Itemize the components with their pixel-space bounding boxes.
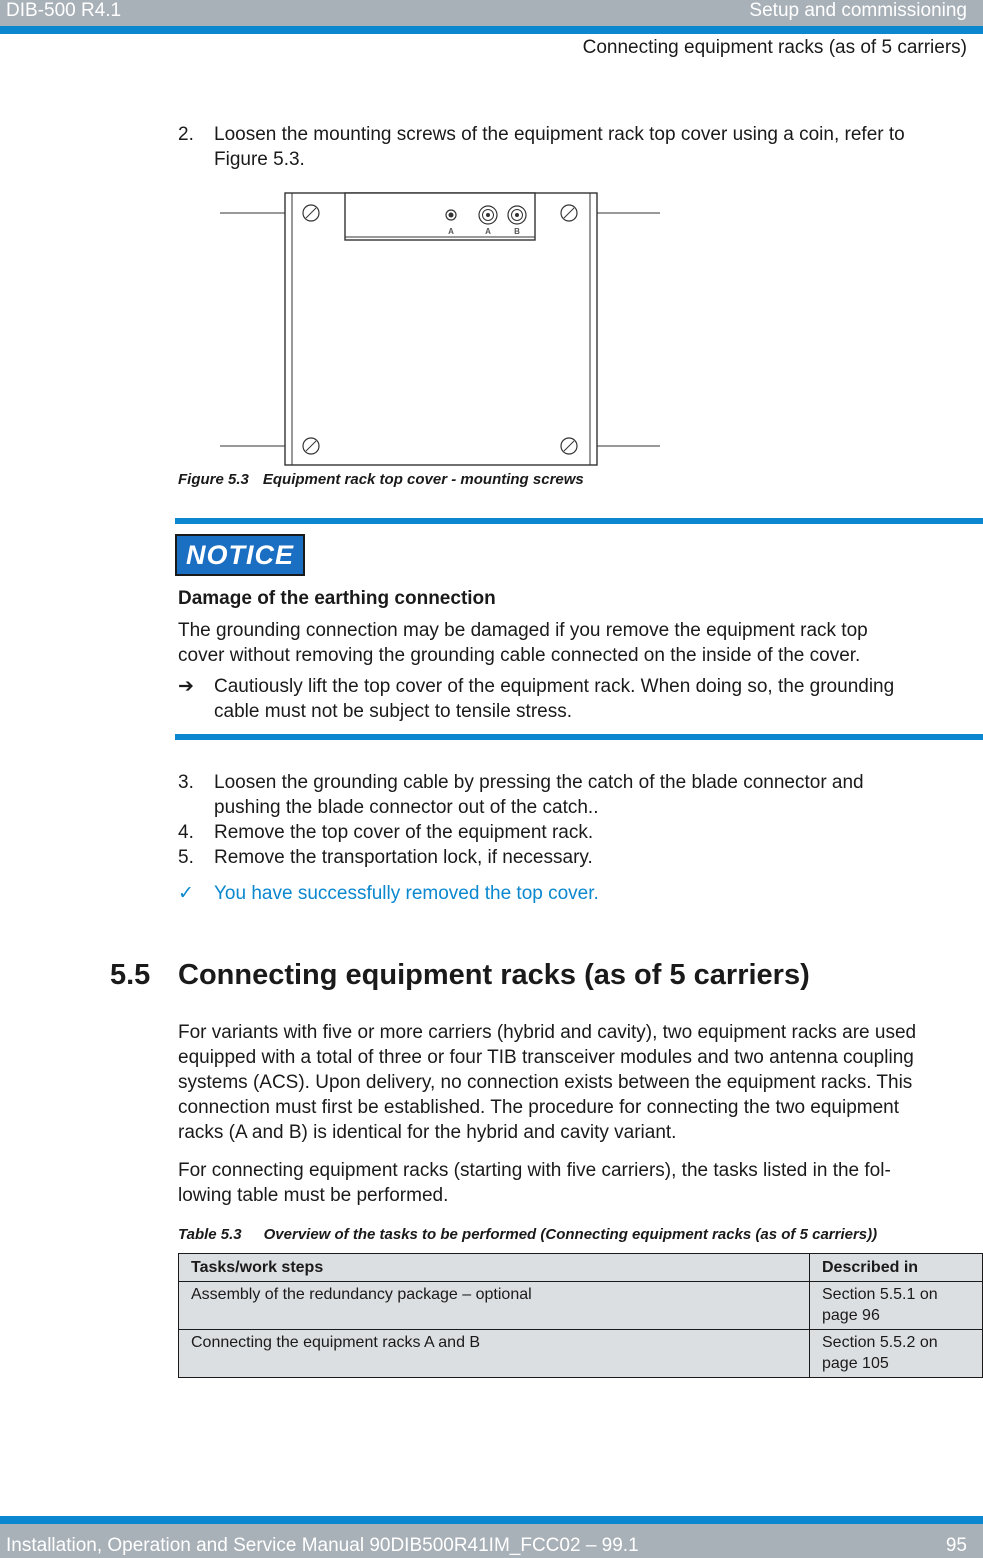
notice-badge: NOTICE	[175, 534, 305, 576]
table-row	[179, 1330, 983, 1378]
reference-cell	[810, 1330, 983, 1378]
connector-label: B	[514, 227, 520, 236]
checkmark-icon: ✓	[178, 883, 194, 904]
header-section: Connecting equipment racks (as of 5 carriers)	[582, 37, 967, 58]
connector-label: A	[448, 227, 454, 236]
arrow-icon: ➔	[178, 676, 194, 697]
reference-line: Section 5.5.2 on	[822, 1334, 938, 1351]
paragraph-line: systems (ACS). Upon delivery, no connection exists between the equipment racks. This	[178, 1072, 913, 1093]
section-number: 5.5	[110, 959, 151, 991]
notice-top-rule	[175, 518, 983, 524]
mounting-screw-icon	[303, 205, 319, 221]
task-cell: Connecting the equipment racks A and B	[179, 1330, 810, 1378]
figure-caption-label: Figure 5.3	[178, 471, 249, 488]
column-header-tasks: Tasks/work steps	[179, 1254, 810, 1282]
paragraph-line: racks (A and B) is identical for the hybrid and cavity variant.	[178, 1122, 677, 1143]
step-number: 5.	[178, 847, 194, 868]
reference-cell	[810, 1282, 983, 1330]
notice-body: The grounding connection may be damaged if you remove the equipment rack top	[178, 620, 868, 641]
step-text: Remove the transportation lock, if necessary.	[214, 847, 593, 868]
step-text: Loosen the grounding cable by pressing the catch of the blade connector and	[214, 772, 864, 793]
notice-title: Damage of the earthing connection	[178, 588, 496, 609]
mounting-screw-icon	[561, 205, 577, 221]
header-accent-bar	[0, 26, 983, 34]
table-caption	[178, 1226, 877, 1243]
table-row	[179, 1282, 983, 1330]
section-title: Connecting equipment racks (as of 5 carriers)	[178, 959, 810, 991]
footer-document: Installation, Operation and Service Manual 90DIB500R41IM_FCC02 – 99.1	[6, 1535, 639, 1556]
paragraph-line: For connecting equipment racks (starting with five carriers), the tasks listed in the fol-	[178, 1160, 891, 1181]
mounting-screw-icon	[561, 438, 577, 454]
table-caption-label: Table 5.3	[178, 1226, 242, 1243]
table-header-row	[179, 1254, 983, 1282]
step-text: Remove the top cover of the equipment rack.	[214, 822, 594, 843]
paragraph-line: For variants with five or more carriers (hybrid and cavity), two equipment racks are used	[178, 1022, 917, 1043]
result-text: You have successfully removed the top cover.	[214, 883, 599, 904]
reference-line: Section 5.5.1 on	[822, 1286, 938, 1303]
paragraph-line: equipped with a total of three or four TIB transceiver modules and two antenna coupling	[178, 1047, 914, 1068]
task-cell: Assembly of the redundancy package – optional	[179, 1282, 810, 1330]
page-header	[0, 0, 983, 26]
figure-caption-text: Equipment rack top cover - mounting screws	[262, 471, 584, 488]
reference-line: page 96	[822, 1307, 880, 1324]
rack-top-cover-figure	[215, 188, 665, 470]
step-number: 4.	[178, 822, 194, 843]
header-chapter: Setup and commissioning	[749, 0, 967, 21]
notice-bottom-rule	[175, 734, 983, 740]
notice-body: cover without removing the grounding cable connected on the inside of the cover.	[178, 645, 861, 666]
notice-action: cable must not be subject to tensile stress.	[214, 701, 573, 722]
step-text: Figure 5.3.	[214, 149, 305, 170]
header-product: DIB-500 R4.1	[6, 0, 122, 21]
tasks-table	[178, 1253, 983, 1378]
paragraph-line: lowing table must be performed.	[178, 1185, 449, 1206]
notice-action: Cautiously lift the top cover of the equipment rack. When doing so, the grounding	[214, 676, 895, 697]
step-text: Loosen the mounting screws of the equipment rack top cover using a coin, refer to	[214, 124, 905, 145]
step-text: pushing the blade connector out of the catch..	[214, 797, 599, 818]
column-header-described-in: Described in	[810, 1254, 983, 1282]
step-number: 2.	[178, 124, 194, 145]
figure-caption	[178, 471, 584, 488]
paragraph-line: connection must first be established. The procedure for connecting the two equipment	[178, 1097, 900, 1118]
mounting-screw-icon	[303, 438, 319, 454]
step-number: 3.	[178, 772, 194, 793]
connector-label: A	[485, 227, 491, 236]
table-caption-text: Overview of the tasks to be performed (Connecting equipment racks (as of 5 carriers))	[263, 1226, 878, 1243]
reference-line: page 105	[822, 1355, 889, 1372]
footer-accent-bar	[0, 1516, 983, 1524]
page-number: 95	[945, 1535, 967, 1556]
